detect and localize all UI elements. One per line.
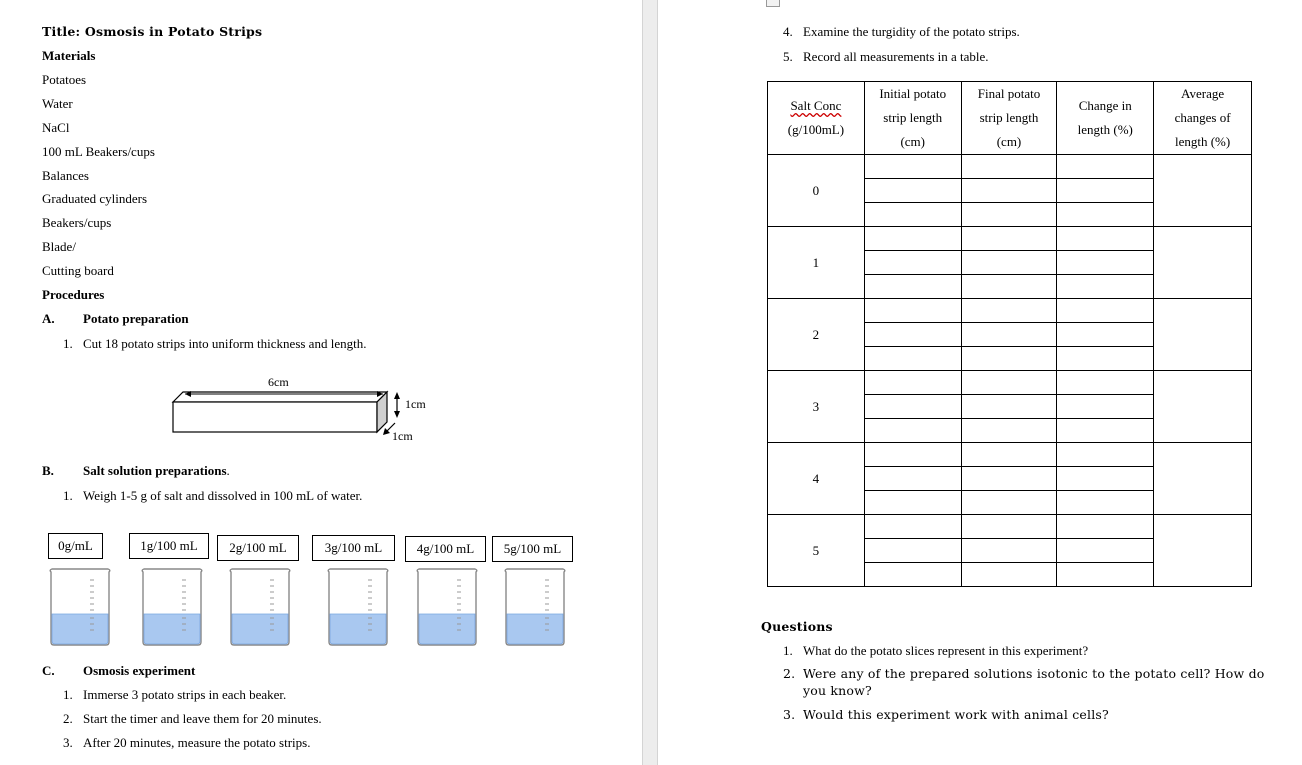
step-number: 4. [783,24,793,39]
beaker-icon [140,568,204,648]
table-cell[interactable] [864,419,961,443]
list-item: Blade/ [42,239,76,254]
question-text: What do the potato slices represent in this experiment? [803,643,1089,658]
beaker-label: 2g/100 mL [217,535,299,561]
table-cell[interactable] [961,563,1057,587]
section-c-letter: C. [42,663,55,678]
table-cell[interactable] [961,347,1057,371]
table-row [768,299,1252,323]
average-cell[interactable] [1154,227,1252,299]
table-cell[interactable] [961,371,1057,395]
column-header-final-length: Final potato strip length (cm) [961,82,1057,155]
salt-conc-cell: 4 [768,443,865,515]
average-cell[interactable] [1154,155,1252,227]
step-number: 2. [63,711,73,726]
table-cell[interactable] [1057,539,1154,563]
beaker-label: 1g/100 mL [129,533,209,559]
column-header-initial-length: Initial potato strip length (cm) [864,82,961,155]
section-b-title-line [83,463,230,479]
table-cell[interactable] [1057,515,1154,539]
table-cell[interactable] [1057,491,1154,515]
table-cell[interactable] [864,515,961,539]
table-cell[interactable] [961,179,1057,203]
beaker-icon [326,568,390,648]
step-text: After 20 minutes, measure the potato strips. [83,735,311,750]
length-label: 6cm [268,375,289,389]
salt-conc-cell: 3 [768,371,865,443]
table-row [768,515,1252,539]
column-header-average: Average changes of length (%) [1154,82,1252,155]
step-number: 1. [63,687,73,702]
table-cell[interactable] [864,251,961,275]
table-cell[interactable] [961,467,1057,491]
table-cell[interactable] [1057,443,1154,467]
list-item: Potatoes [42,72,87,87]
table-cell[interactable] [961,515,1057,539]
section-a-letter: A. [42,311,55,326]
average-cell[interactable] [1154,443,1252,515]
table-cell[interactable] [1057,467,1154,491]
table-cell[interactable] [864,275,961,299]
table-cell[interactable] [864,539,961,563]
beaker-label: 4g/100 mL [405,536,486,562]
measurements-table [767,81,1252,587]
table-cell[interactable] [961,275,1057,299]
table-cell[interactable] [864,443,961,467]
table-cell[interactable] [1057,203,1154,227]
beaker-icon [228,568,292,648]
average-cell[interactable] [1154,299,1252,371]
list-item: NaCl [42,120,70,135]
beaker-icon [415,568,479,648]
step-text: Start the timer and leave them for 20 minutes. [83,711,322,726]
step-number: 1. [63,336,73,351]
salt-conc-cell: 1 [768,227,865,299]
section-b-title: Salt solution preparations [83,463,227,478]
table-row [768,443,1252,467]
table-cell[interactable] [864,371,961,395]
table-row [768,155,1252,179]
table-cell[interactable] [1057,275,1154,299]
table-cell[interactable] [864,323,961,347]
table-cell[interactable] [961,539,1057,563]
table-cell[interactable] [961,419,1057,443]
list-item: 100 mL Beakers/cups [42,144,155,159]
salt-conc-cell: 2 [768,299,865,371]
table-row [768,227,1252,251]
table-cell[interactable] [1057,227,1154,251]
table-cell[interactable] [1057,323,1154,347]
section-c-title: Osmosis experiment [83,663,196,678]
table-cell[interactable] [1057,563,1154,587]
questions-heading: Questions [761,619,833,634]
table-cell[interactable] [1057,395,1154,419]
list-item: Water [42,96,73,111]
table-row [768,371,1252,395]
document-title: Title: Osmosis in Potato Strips [42,24,263,39]
table-cell[interactable] [961,155,1057,179]
table-cell[interactable] [864,347,961,371]
section-b-title-suffix: . [226,463,230,478]
table-cell[interactable] [961,227,1057,251]
step-text: Weigh 1-5 g of salt and dissolved in 100 mL of water. [83,488,363,503]
table-cell[interactable] [961,491,1057,515]
step-text: Cut 18 potato strips into uniform thickness and length. [83,336,367,351]
step-number: 1. [63,488,73,503]
table-cell[interactable] [1057,179,1154,203]
scroll-marker[interactable] [766,0,780,7]
table-cell[interactable] [864,491,961,515]
table-cell[interactable] [1057,251,1154,275]
list-item: Cutting board [42,263,114,278]
beaker-label: 3g/100 mL [312,535,395,561]
list-item: Graduated cylinders [42,191,148,206]
materials-heading: Materials [42,48,96,63]
question-number: 2. [783,666,796,681]
question-text: Were any of the prepared solutions isotonic to the potato cell? How do [803,666,1265,681]
table-cell[interactable] [864,563,961,587]
table-cell[interactable] [961,443,1057,467]
height-label: 1cm [405,397,426,411]
question-number: 3. [783,707,796,722]
table-cell[interactable] [961,251,1057,275]
beaker-icon [48,568,112,648]
beaker-label: 5g/100 mL [492,536,573,562]
step-text: Immerse 3 potato strips in each beaker. [83,687,287,702]
table-cell[interactable] [961,395,1057,419]
table-cell[interactable] [1057,155,1154,179]
table-cell[interactable] [1057,347,1154,371]
table-cell[interactable] [1057,419,1154,443]
table-cell[interactable] [864,179,961,203]
table-cell[interactable] [864,155,961,179]
depth-label: 1cm [392,429,413,443]
table-cell[interactable] [864,203,961,227]
table-cell[interactable] [961,323,1057,347]
question-number: 1. [783,643,793,658]
question-text-continued: you know? [803,683,872,698]
step-number: 3. [63,735,73,750]
table-cell[interactable] [864,227,961,251]
table-cell[interactable] [1057,371,1154,395]
section-a-title: Potato preparation [83,311,189,326]
table-cell[interactable] [864,467,961,491]
step-text: Record all measurements in a table. [803,49,989,64]
salt-conc-cell: 0 [768,155,865,227]
table-cell[interactable] [864,395,961,419]
question-text: Would this experiment work with animal cells? [803,707,1109,722]
table-cell[interactable] [961,299,1057,323]
table-cell[interactable] [961,203,1057,227]
section-b-letter: B. [42,463,54,478]
list-item: Beakers/cups [42,215,112,230]
procedures-heading: Procedures [42,287,105,302]
column-header-change: Change in length (%) [1057,82,1154,155]
list-item: Balances [42,168,89,183]
table-header-row [768,82,1252,155]
page-divider [642,0,658,765]
step-text: Examine the turgidity of the potato strips. [803,24,1020,39]
beaker-label: 0g/mL [48,533,103,559]
table-cell[interactable] [864,299,961,323]
salt-conc-cell: 5 [768,515,865,587]
column-header-salt-conc: Salt Conc (g/100mL) [768,82,865,155]
beaker-icon [503,568,567,648]
average-cell[interactable] [1154,515,1252,587]
step-number: 5. [783,49,793,64]
average-cell[interactable] [1154,371,1252,443]
table-cell[interactable] [1057,299,1154,323]
